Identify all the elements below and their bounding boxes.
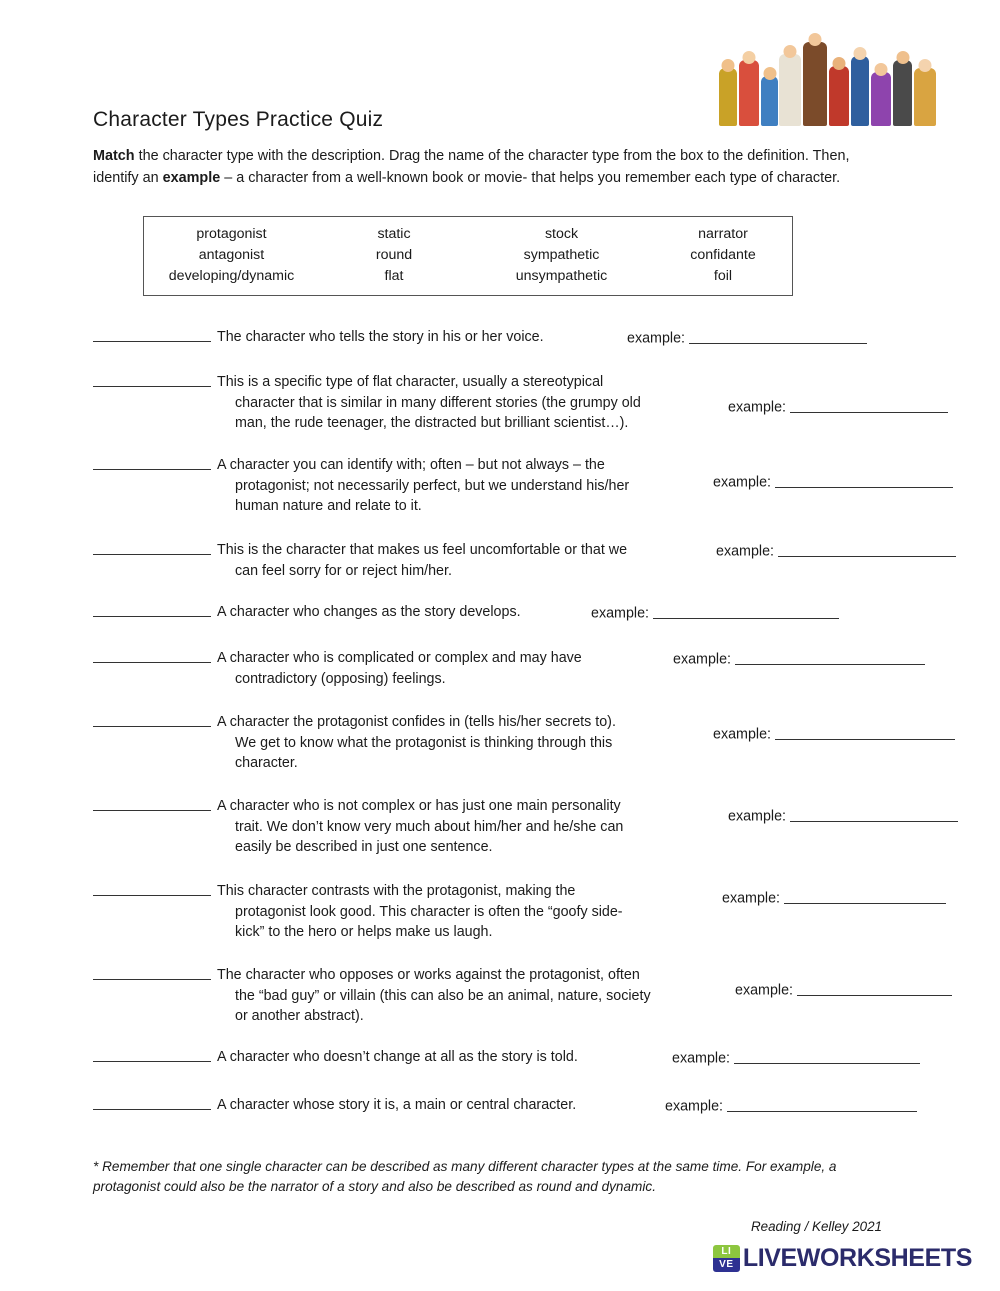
answer-blank[interactable]	[93, 327, 213, 349]
example-label: example:	[591, 605, 650, 622]
character-figure	[851, 56, 869, 126]
answer-blank[interactable]	[93, 1095, 213, 1117]
answer-blank[interactable]	[93, 965, 213, 987]
example-blank[interactable]	[727, 1097, 917, 1112]
question-text: This character contrasts with the protagonist, making the protagonist look good. This character is often the “goofy side- kick” to the hero or helps make us laugh.	[217, 883, 623, 941]
character-figure	[871, 72, 891, 126]
word-bank-term[interactable]: stock	[544, 226, 579, 242]
word-bank-row	[144, 224, 792, 245]
example-blank[interactable]	[797, 981, 952, 996]
footnote-text: * Remember that one single character can be described as many different character types at the same time. For example, a protagonist could also be the narrator of a story and also be described as round and dynamic.	[93, 1159, 837, 1195]
example-label: example:	[713, 726, 772, 743]
example-blank[interactable]	[735, 650, 925, 665]
example-blank[interactable]	[775, 473, 953, 488]
question-row	[93, 540, 708, 581]
example-label: example:	[713, 474, 772, 491]
example-blank[interactable]	[778, 542, 956, 557]
answer-blank[interactable]	[93, 1047, 213, 1069]
word-bank-term[interactable]: flat	[384, 268, 404, 285]
word-bank-row	[144, 266, 792, 287]
answer-blank[interactable]	[93, 648, 213, 670]
example-label: example:	[716, 543, 775, 560]
example-field	[713, 471, 953, 490]
character-figure	[914, 68, 936, 126]
question-text: This is a specific type of flat character, usually a stereotypical character that is similar in many different stories (the grumpy old man, the rude teenager, the distracted but brilliant scientist…).	[217, 374, 641, 432]
word-bank-term[interactable]: protagonist	[196, 226, 267, 242]
example-field	[665, 1095, 917, 1114]
word-bank-term[interactable]: antagonist	[198, 247, 265, 264]
question-row	[93, 1095, 653, 1116]
character-figure	[739, 60, 759, 126]
example-label: example:	[735, 982, 794, 999]
question-text: This is the character that makes us feel uncomfortable or that we can feel sorry for or reject him/her.	[217, 542, 628, 579]
answer-blank[interactable]	[93, 372, 213, 394]
example-label: example:	[672, 1050, 731, 1067]
example-blank[interactable]	[775, 725, 955, 740]
question-row	[93, 455, 698, 517]
question-text: A character you can identify with; often – but not always – the protagonist; not necessarily perfect, but we understand his/her human nature and relate to it.	[217, 457, 630, 515]
example-field	[728, 805, 958, 824]
word-bank-term[interactable]: round	[375, 247, 413, 264]
word-bank-term[interactable]: developing/dynamic	[168, 268, 295, 285]
example-blank[interactable]	[734, 1049, 920, 1064]
example-blank[interactable]	[790, 398, 948, 413]
characters-illustration	[717, 22, 942, 130]
example-field	[735, 979, 952, 998]
answer-blank[interactable]	[93, 455, 213, 477]
example-field	[722, 887, 946, 906]
question-row	[93, 1047, 653, 1068]
liveworksheets-logo[interactable]	[713, 1243, 972, 1273]
example-blank[interactable]	[784, 889, 946, 904]
page-title: Character Types Practice Quiz	[93, 108, 384, 132]
question-text: A character who doesn’t change at all as the story is told.	[217, 1049, 578, 1065]
example-blank[interactable]	[790, 807, 958, 822]
example-label: example:	[627, 330, 686, 347]
word-bank	[143, 216, 793, 296]
character-figure	[719, 68, 737, 126]
instructions-text: Match the character type with the description. Drag the name of the character type from the box to the definition. Then, identify an example – a character from a well-known book or movie- that helps you remember each type of character.	[93, 148, 850, 187]
example-field	[627, 327, 867, 346]
question-text: A character who is not complex or has just one main personality trait. We don’t know very much about him/her and he/she can easily be described in just one sentence.	[217, 798, 624, 856]
question-row	[93, 648, 663, 689]
word-bank-term[interactable]: foil	[713, 268, 733, 285]
character-figure	[893, 60, 912, 126]
character-figure	[761, 76, 778, 126]
answer-blank[interactable]	[93, 540, 213, 562]
logo-wordmark: LIVEWORKSHEETS	[742, 1243, 972, 1272]
word-bank-term[interactable]: static	[377, 226, 411, 242]
example-label: example:	[728, 399, 787, 416]
word-bank-term[interactable]: confidante	[690, 247, 756, 264]
question-row	[93, 372, 718, 434]
word-bank-term[interactable]: unsympathetic	[515, 268, 608, 285]
character-figure	[829, 66, 849, 126]
word-bank-term[interactable]: sympathetic	[523, 247, 600, 264]
question-text: The character who tells the story in his or her voice.	[217, 329, 544, 345]
answer-blank[interactable]	[93, 602, 213, 624]
example-field	[728, 396, 948, 415]
character-figure	[779, 54, 801, 126]
example-label: example:	[728, 808, 787, 825]
question-row	[93, 965, 718, 1027]
example-label: example:	[722, 890, 781, 907]
character-figure	[803, 42, 827, 126]
question-text: A character who is complicated or complex and may have contradictory (opposing) feelings.	[217, 650, 582, 687]
question-row	[93, 602, 593, 623]
answer-blank[interactable]	[93, 881, 213, 903]
example-blank[interactable]	[653, 604, 839, 619]
logo-mark-bottom: VE	[713, 1258, 740, 1272]
example-field	[672, 1047, 920, 1066]
question-row	[93, 327, 613, 348]
question-row	[93, 712, 703, 774]
credit-text: Reading / Kelley 2021	[750, 1219, 882, 1234]
liveworksheets-mark-icon	[713, 1245, 740, 1272]
question-text: The character who opposes or works against the protagonist, often the “bad guy” or villain (this can also be an animal, nature, society or another abstract).	[217, 967, 651, 1025]
question-row	[93, 796, 708, 858]
word-bank-row	[144, 245, 792, 266]
question-text: A character who changes as the story develops.	[217, 604, 521, 620]
example-label: example:	[673, 651, 732, 668]
example-field	[591, 602, 839, 621]
example-field	[673, 648, 925, 667]
logo-mark-top: LI	[713, 1245, 740, 1258]
example-field	[713, 723, 955, 742]
example-field	[716, 540, 956, 559]
word-bank-term[interactable]: narrator	[698, 226, 748, 242]
question-row	[93, 881, 693, 943]
example-blank[interactable]	[689, 329, 867, 344]
answer-blank[interactable]	[93, 796, 213, 818]
example-label: example:	[665, 1098, 724, 1115]
answer-blank[interactable]	[93, 712, 213, 734]
question-text: A character the protagonist confides in (tells his/her secrets to). We get to know what the protagonist is thinking through this character.	[217, 714, 616, 772]
question-text: A character whose story it is, a main or central character.	[217, 1097, 577, 1113]
